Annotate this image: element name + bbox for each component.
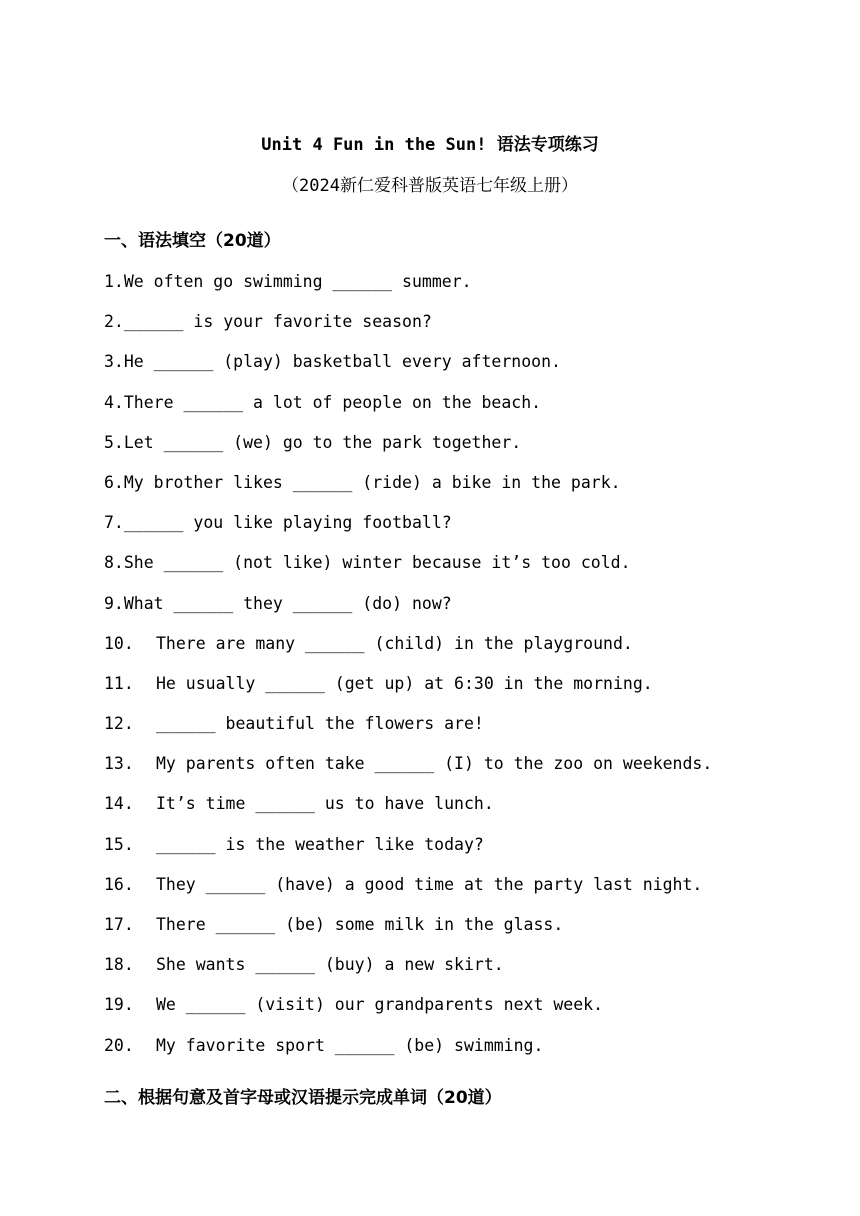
- question-item: [104, 670, 824, 710]
- question-item: [104, 268, 824, 308]
- question-text: Let ______ (we) go to the park together.: [123, 432, 522, 452]
- question-text: There ______ a lot of people on the beach.: [123, 392, 542, 412]
- document-title: Unit 4 Fun in the Sun! 语法专项练习: [261, 135, 599, 155]
- question-text: My brother likes ______ (ride) a bike in the park.: [123, 472, 621, 492]
- question-number: 5.: [104, 432, 124, 452]
- question-number: 6.: [104, 472, 124, 492]
- question-number: 15.: [104, 834, 134, 854]
- question-item: [104, 308, 824, 348]
- question-text: ______ is the weather like today?: [156, 834, 484, 854]
- question-item: [104, 831, 824, 871]
- question-number: 4.: [104, 392, 124, 412]
- question-text: ______ is your favorite season?: [123, 312, 432, 332]
- question-item: [104, 590, 824, 630]
- question-number: 17.: [104, 915, 134, 934]
- question-item: [104, 790, 824, 830]
- question-item: [104, 429, 824, 469]
- question-number: 1.: [104, 272, 124, 291]
- question-text: ______ beautiful the flowers are!: [156, 714, 484, 734]
- question-item: [104, 1032, 824, 1072]
- question-item: [104, 750, 824, 790]
- question-text: There ______ (be) some milk in the glass.: [156, 915, 564, 934]
- question-number: 7.: [104, 513, 124, 533]
- question-number: 12.: [104, 714, 134, 734]
- question-number: 14.: [104, 794, 134, 814]
- question-item: [104, 911, 824, 951]
- document-subtitle: （2024新仁爱科普版英语七年级上册）: [282, 176, 578, 196]
- question-item: [104, 710, 824, 750]
- question-item: [104, 951, 824, 991]
- question-text: He usually ______ (get up) at 6:30 in the morning.: [156, 673, 653, 693]
- question-item: [104, 630, 824, 670]
- question-number: 11.: [104, 673, 134, 693]
- question-text: There are many ______ (child) in the playground.: [156, 633, 633, 653]
- question-text: What ______ they ______ (do) now?: [123, 593, 452, 613]
- question-number: 13.: [104, 754, 134, 774]
- question-item: [104, 389, 824, 429]
- question-item: [104, 871, 824, 911]
- question-item: [104, 509, 824, 549]
- question-text: It’s time ______ us to have lunch.: [156, 794, 494, 814]
- question-text: They ______ (have) a good time at the party last night.: [156, 874, 703, 894]
- section-heading-word-completion: 二、根据句意及首字母或汉语提示完成单词（20道）: [104, 1088, 502, 1108]
- question-number: 19.: [104, 995, 134, 1015]
- question-number: 20.: [104, 1035, 134, 1055]
- question-number: 8.: [104, 553, 124, 573]
- question-text: ______ you like playing football?: [123, 513, 452, 533]
- question-number: 16.: [104, 874, 134, 894]
- question-number: 10.: [104, 633, 134, 653]
- question-number: 3.: [104, 352, 124, 372]
- section-heading-grammar-fill: 一、语法填空（20道）: [104, 231, 281, 251]
- question-number: 2.: [104, 312, 124, 332]
- question-text: She ______ (not like) winter because it’s too cold.: [123, 553, 631, 573]
- question-text: My parents often take ______ (I) to the zoo on weekends.: [156, 754, 713, 774]
- question-item: [104, 991, 824, 1031]
- question-number: 9.: [104, 593, 124, 613]
- question-text: We often go swimming ______ summer.: [123, 272, 472, 291]
- question-item: [104, 348, 824, 388]
- question-text: He ______ (play) basketball every afternoon.: [123, 352, 561, 372]
- question-text: We ______ (visit) our grandparents next week.: [156, 995, 604, 1015]
- question-text: She wants ______ (buy) a new skirt.: [156, 955, 504, 975]
- question-number: 18.: [104, 955, 134, 975]
- question-text: My favorite sport ______ (be) swimming.: [156, 1035, 544, 1055]
- question-item: [104, 469, 824, 509]
- question-item: [104, 549, 824, 589]
- question-list: [104, 268, 824, 1072]
